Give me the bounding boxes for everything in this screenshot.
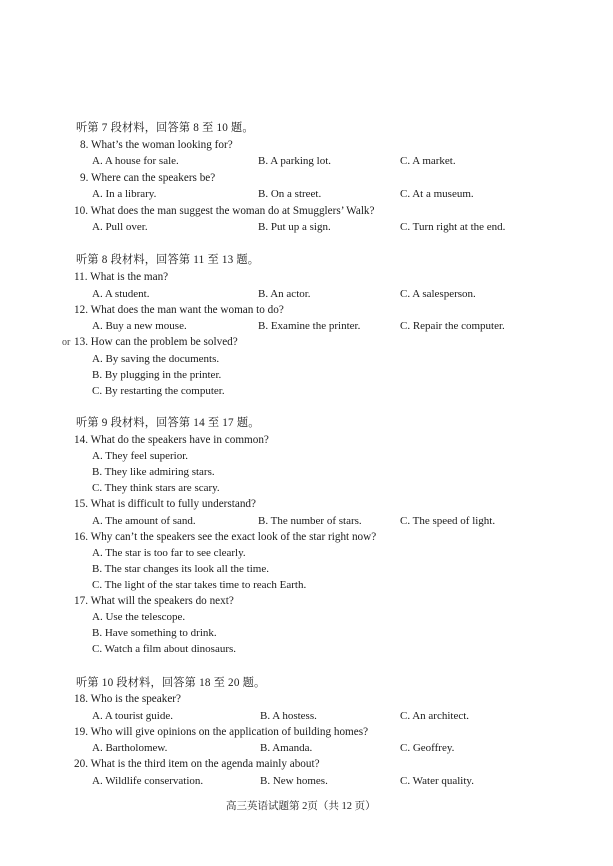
question-18-option-a[interactable]: A. A tourist guide. bbox=[92, 710, 173, 722]
question-12-option-a[interactable]: A. Buy a new mouse. bbox=[92, 320, 187, 332]
question-16-option-a[interactable]: A. The star is too far to see clearly. bbox=[92, 547, 246, 559]
question-18-stem: 18. Who is the speaker? bbox=[74, 693, 181, 705]
question-9-option-a[interactable]: A. In a library. bbox=[92, 188, 157, 200]
question-11-stem: 11. What is the man? bbox=[74, 271, 169, 283]
question-11-option-c[interactable]: C. A salesperson. bbox=[400, 288, 476, 300]
question-10-option-a[interactable]: A. Pull over. bbox=[92, 221, 148, 233]
question-17-option-a[interactable]: A. Use the telescope. bbox=[92, 611, 186, 623]
question-10-stem: 10. What does the man suggest the woman do at Smugglers’ Walk? bbox=[74, 205, 375, 217]
question-18-option-c[interactable]: C. An architect. bbox=[400, 710, 470, 722]
question-15-option-a[interactable]: A. The amount of sand. bbox=[92, 515, 196, 527]
question-14-option-a[interactable]: A. They feel superior. bbox=[92, 450, 189, 462]
question-20-option-b[interactable]: B. New homes. bbox=[260, 775, 328, 787]
question-11-option-b[interactable]: B. An actor. bbox=[258, 288, 311, 300]
question-9-option-c[interactable]: C. At a museum. bbox=[400, 188, 474, 200]
question-10-option-b[interactable]: B. Put up a sign. bbox=[258, 221, 331, 233]
section-heading-7: 听第 7 段材料，回答第 8 至 10 题。 bbox=[76, 122, 254, 134]
page-footer: 高三英语试题第 2页（共 12 页） bbox=[226, 801, 376, 812]
question-9-stem: 9. Where can the speakers be? bbox=[80, 172, 216, 184]
question-16-option-b[interactable]: B. The star changes its look all the time. bbox=[92, 563, 269, 575]
question-19-option-c[interactable]: C. Geoffrey. bbox=[400, 742, 455, 754]
margin-mark: or bbox=[62, 337, 71, 348]
question-17-option-c[interactable]: C. Watch a film about dinosaurs. bbox=[92, 643, 237, 655]
question-16-stem: 16. Why can’t the speakers see the exact look of the star right now? bbox=[74, 531, 377, 543]
question-14-stem: 14. What do the speakers have in common? bbox=[74, 434, 269, 446]
question-12-option-b[interactable]: B. Examine the printer. bbox=[258, 320, 361, 332]
question-13-stem: 13. How can the problem be solved? bbox=[74, 336, 238, 348]
question-20-stem: 20. What is the third item on the agenda mainly about? bbox=[74, 758, 320, 770]
question-8-option-b[interactable]: B. A parking lot. bbox=[258, 155, 332, 167]
question-13-option-a[interactable]: A. By saving the documents. bbox=[92, 353, 220, 365]
question-13-option-c[interactable]: C. By restarting the computer. bbox=[92, 385, 225, 397]
section-heading-8: 听第 8 段材料，回答第 11 至 13 题。 bbox=[76, 254, 260, 266]
question-19-option-b[interactable]: B. Amanda. bbox=[260, 742, 313, 754]
question-15-stem: 15. What is difficult to fully understand? bbox=[74, 498, 256, 510]
question-18-option-b[interactable]: B. A hostess. bbox=[260, 710, 317, 722]
section-heading-10: 听第 10 段材料，回答第 18 至 20 题。 bbox=[76, 677, 266, 689]
section-heading-9: 听第 9 段材料，回答第 14 至 17 题。 bbox=[76, 417, 260, 429]
question-12-stem: 12. What does the man want the woman to do? bbox=[74, 304, 284, 316]
question-19-stem: 19. Who will give opinions on the application of building homes? bbox=[74, 726, 369, 738]
question-16-option-c[interactable]: C. The light of the star takes time to reach Earth. bbox=[92, 579, 307, 591]
question-15-option-b[interactable]: B. The number of stars. bbox=[258, 515, 362, 527]
question-8-option-a[interactable]: A. A house for sale. bbox=[92, 155, 179, 167]
question-12-option-c[interactable]: C. Repair the computer. bbox=[400, 320, 505, 332]
question-14-option-b[interactable]: B. They like admiring stars. bbox=[92, 466, 215, 478]
question-13-option-b[interactable]: B. By plugging in the printer. bbox=[92, 369, 222, 381]
question-8-stem: 8. What’s the woman looking for? bbox=[80, 139, 233, 151]
question-15-option-c[interactable]: C. The speed of light. bbox=[400, 515, 496, 527]
question-8-option-c[interactable]: C. A market. bbox=[400, 155, 456, 167]
question-17-option-b[interactable]: B. Have something to drink. bbox=[92, 627, 217, 639]
question-10-option-c[interactable]: C. Turn right at the end. bbox=[400, 221, 506, 233]
question-14-option-c[interactable]: C. They think stars are scary. bbox=[92, 482, 220, 494]
question-11-option-a[interactable]: A. A student. bbox=[92, 288, 150, 300]
question-17-stem: 17. What will the speakers do next? bbox=[74, 595, 234, 607]
question-19-option-a[interactable]: A. Bartholomew. bbox=[92, 742, 168, 754]
question-9-option-b[interactable]: B. On a street. bbox=[258, 188, 322, 200]
question-20-option-c[interactable]: C. Water quality. bbox=[400, 775, 474, 787]
question-20-option-a[interactable]: A. Wildlife conservation. bbox=[92, 775, 204, 787]
